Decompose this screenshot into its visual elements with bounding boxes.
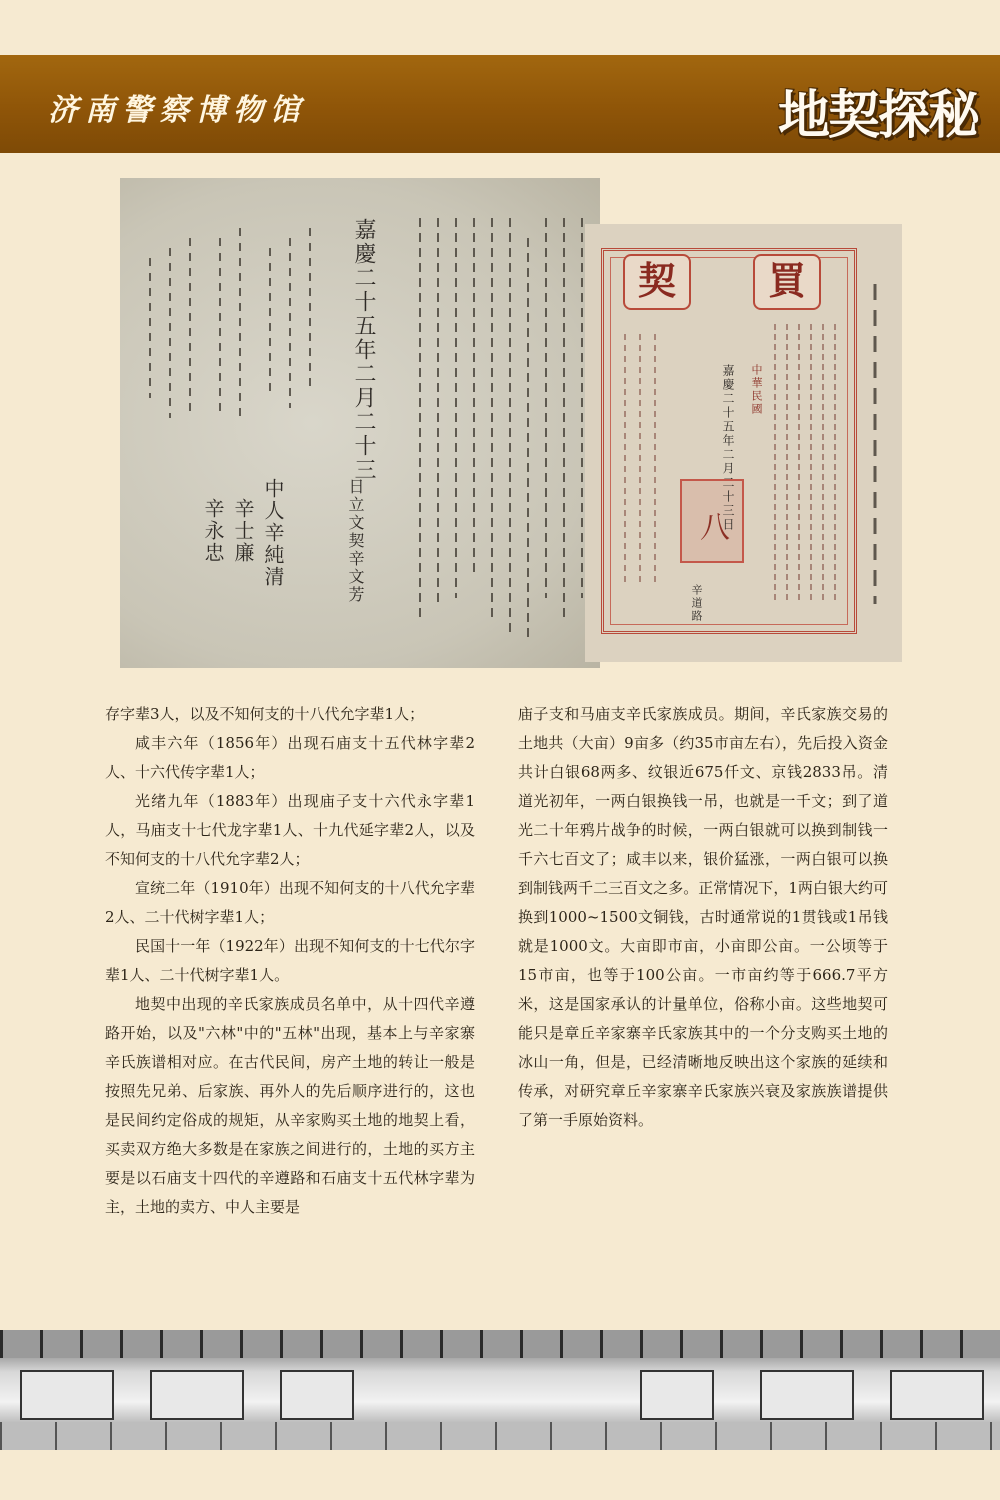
- hall-floor: [0, 1422, 1000, 1450]
- paragraph: 存字辈3人，以及不知何支的十八代允字辈1人；: [105, 705, 425, 723]
- official-land-deed: [585, 224, 902, 662]
- deed-photo: [120, 178, 900, 668]
- deed-handwriting: [120, 178, 600, 668]
- paragraph: 民国十一年（1922年）出现不知何支的十七代尔字辈1人、二十代树字辈1人。: [105, 937, 475, 984]
- paragraph: 地契中出现的辛氏家族成员名单中，从十四代辛遵路开始，以及"六林"中的"五林"出现，基本上与辛家寨辛氏族谱相对应。在古代民间，房产土地的转让一般是按照先兄弟、后家族、再外人的先后顺序进行的，这也是民间约定俗成的规矩，从辛家购买土地的地契上看，买卖双方绝大多数是在家族之间进行的，土地的买方主要是以石庙支十四代的辛遵路和石庙支十五代林字辈为主，土地的卖方、中人主要是: [105, 995, 475, 1216]
- paragraph: 庙子支和马庙支辛氏家族成员。期间，辛氏家族交易的土地共（大亩）9亩多（约35市亩左右），先后投入资金共计白银68两多、纹银近675仟文、京钱2833吊。清道光初年，一两白银换钱一吊，也就是一千文；到了道光二十年鸦片战争的时候，一两白银就可以换到制钱一千六七百文了；咸丰以来，银价猛涨，一两白银可以换到制钱两千二三百文之多。正常情况下，1两白银大约可换到1000~1500文铜钱，古时通常说的1贯钱或1吊钱就是1000文。大亩即市亩，小亩即公亩。一公顷等于15市亩，也等于100公亩。一市亩约等于666.7平方米，这是国家承认的计量单位，俗称小亩。这些地契可能只是章丘辛家寨辛氏家族其中的一个分支购买土地的冰山一角，但是，已经清晰地反映出这个家族的延续和传承，对研究章丘辛家寨辛氏家族兴衰及家族族谱提供了第一手原始资料。: [518, 705, 888, 1129]
- hall-ceiling: [0, 1330, 1000, 1358]
- display-panel: [640, 1370, 714, 1420]
- text-column-left: [105, 700, 475, 1222]
- seal-char: 八: [694, 511, 729, 543]
- paragraph: 宣统二年（1910年）出现不知何支的十八代允字辈2人、二十代树字辈1人；: [105, 879, 475, 926]
- deed-middleman-column: 中人辛純清: [261, 478, 285, 588]
- deed-print-column: 辛道路: [690, 584, 703, 623]
- deed-date-column: 嘉慶二十五年二月二十三: [351, 218, 376, 482]
- display-panel: [150, 1370, 244, 1420]
- deed-print-column: 中華民國: [750, 364, 763, 416]
- section-title: 地契探秘: [777, 86, 978, 146]
- display-panel: [760, 1370, 854, 1420]
- deed-signer-column: 日立文契辛文芳: [346, 478, 365, 604]
- display-panel: [280, 1370, 354, 1420]
- display-panel: [20, 1370, 114, 1420]
- deed-char-right: 買: [753, 254, 821, 310]
- old-land-deed: [120, 178, 600, 668]
- deed-witness-column: 辛永忠: [201, 498, 225, 564]
- deed-witness-column: 辛士廉: [231, 498, 255, 564]
- paragraph: 咸丰六年（1856年）出现石庙支十五代林字辈2人、十六代传字辈1人；: [105, 734, 475, 781]
- deed-char-left: 契: [623, 254, 691, 310]
- deed-print-column: 嘉慶二十五年二月二十三日: [721, 364, 735, 532]
- display-panel: [890, 1370, 984, 1420]
- museum-name: 济南警察博物馆: [48, 93, 307, 128]
- deed-print-lines: [585, 224, 902, 662]
- paragraph: 光绪九年（1883年）出现庙子支十六代永字辈1人，马庙支十七代龙字辈1人、十九代延字辈2人，以及不知何支的十八代允字辈2人；: [105, 792, 475, 868]
- header-banner: [0, 55, 1000, 153]
- text-column-right: [518, 700, 888, 1135]
- exhibition-hall-photo: [0, 1330, 1000, 1450]
